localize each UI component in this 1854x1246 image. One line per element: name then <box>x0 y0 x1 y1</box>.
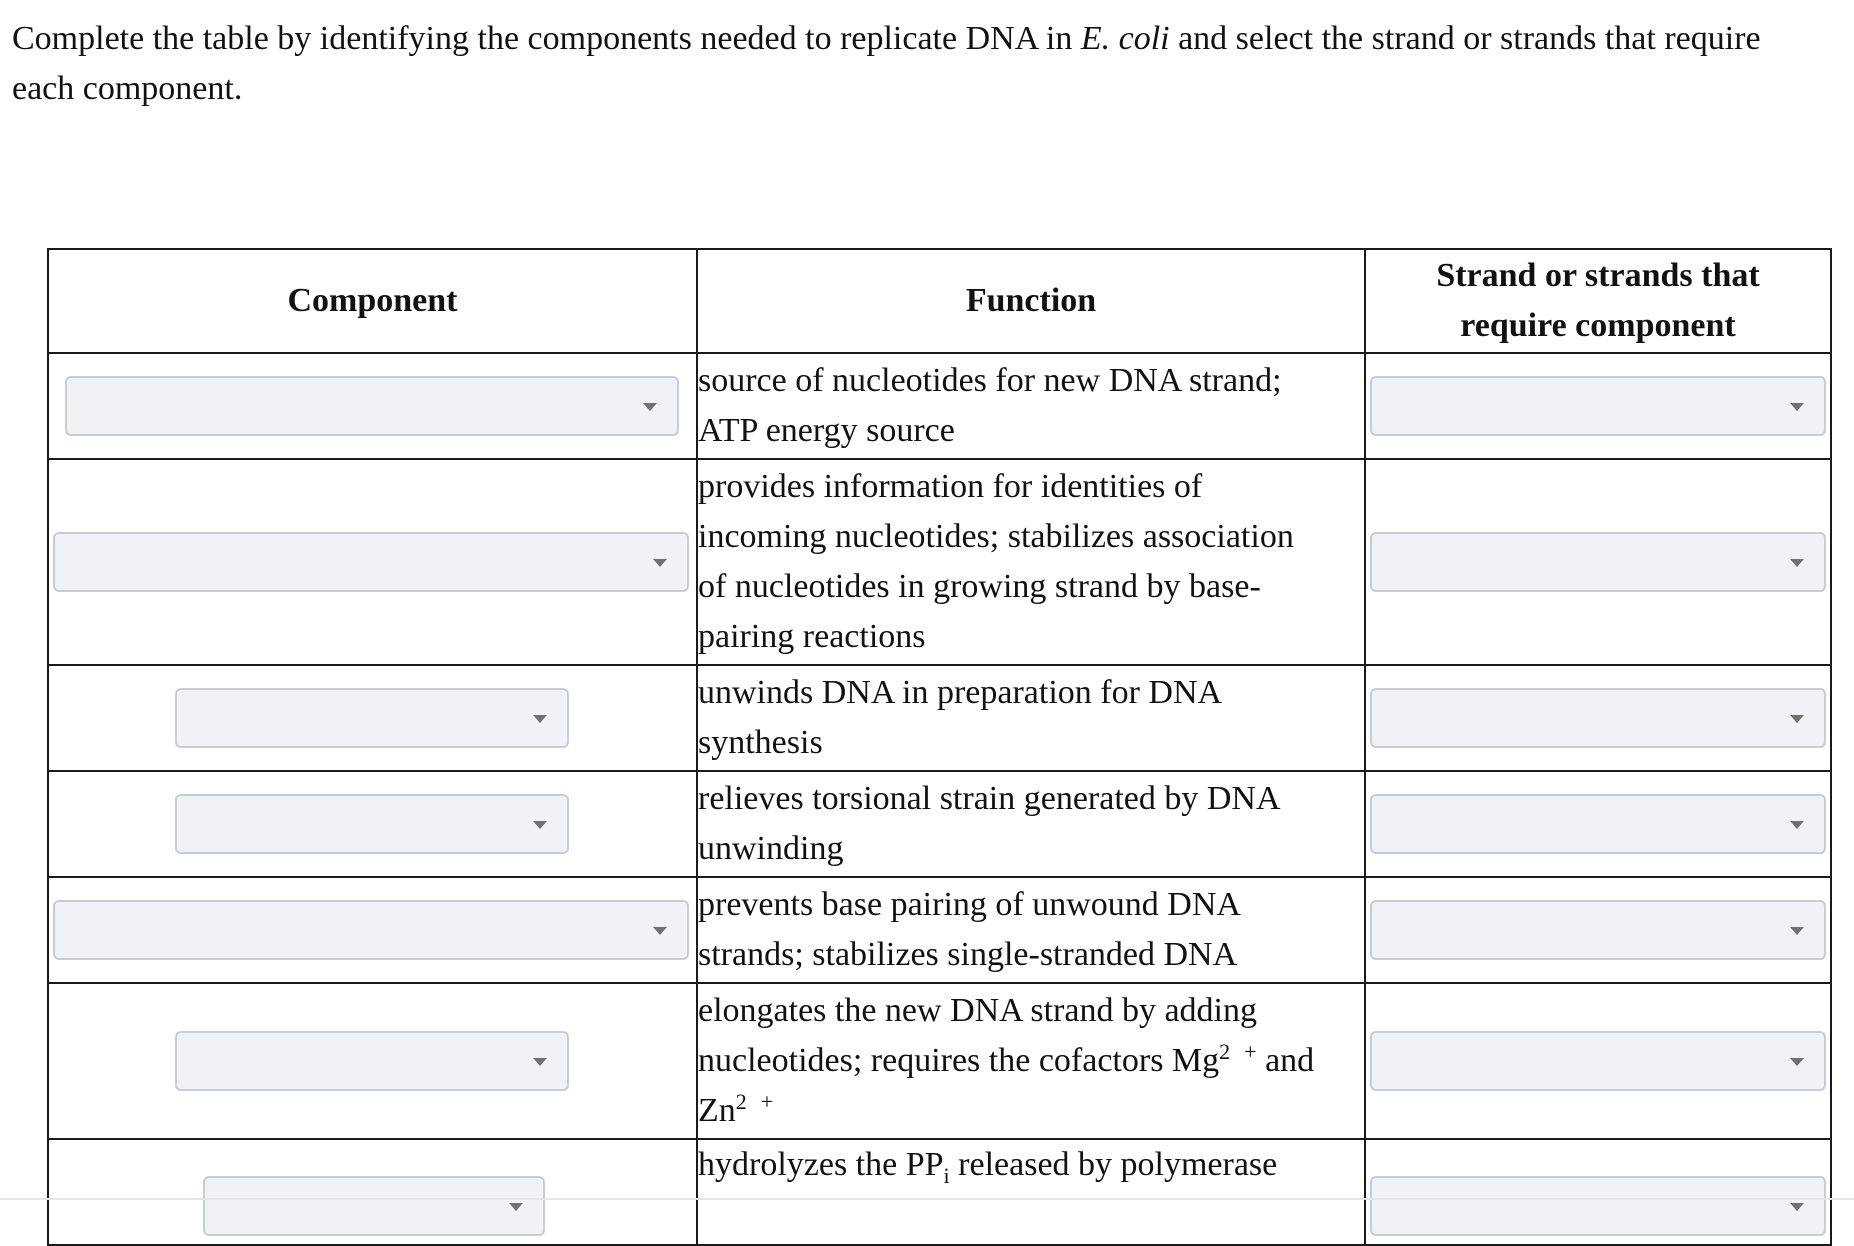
function-cell: source of nucleotides for new DNA strand; ATP energy source <box>697 353 1365 459</box>
strand-select[interactable] <box>1370 688 1826 748</box>
component-cell <box>48 459 697 665</box>
chevron-down-icon <box>1790 403 1804 411</box>
table-row <box>48 459 1831 665</box>
component-select[interactable] <box>203 1176 545 1236</box>
strand-cell <box>1365 771 1831 877</box>
strand-cell <box>1365 665 1831 771</box>
instructions-line-2: each component. <box>12 70 243 107</box>
chevron-down-icon <box>1790 559 1804 567</box>
strand-cell <box>1365 983 1831 1139</box>
function-cell: provides information for identities of incoming nucleotides; stabilizes association of nucleotides in growing strand by base- pairing reactions <box>697 459 1365 665</box>
chevron-down-icon <box>1790 927 1804 935</box>
chevron-down-icon <box>643 403 657 411</box>
component-cell <box>48 1139 697 1245</box>
strand-select[interactable] <box>1370 1176 1826 1236</box>
chevron-down-icon <box>1790 1203 1804 1211</box>
component-select[interactable] <box>53 532 689 592</box>
strand-select[interactable] <box>1370 532 1826 592</box>
instructions-line-1: Complete the table by identifying the components needed to replicate DNA in E. coli and select the strand or strands that require <box>12 20 1761 57</box>
function-cell: unwinds DNA in preparation for DNA synthesis <box>697 665 1365 771</box>
chevron-down-icon <box>533 821 547 829</box>
component-select[interactable] <box>175 1031 569 1091</box>
header-component: Component <box>48 249 697 353</box>
function-cell: elongates the new DNA strand by adding nucleotides; requires the cofactors $Mg^{2 +}$ and $Zn^{2 +}$ <box>697 983 1365 1139</box>
strand-select[interactable] <box>1370 794 1826 854</box>
function-cell: relieves torsional strain generated by DNA unwinding <box>697 771 1365 877</box>
table-row <box>48 353 1831 459</box>
subscript: i <box>943 1162 950 1188</box>
table-header-row <box>48 249 1831 353</box>
table-row <box>48 665 1831 771</box>
component-cell <box>48 771 697 877</box>
table-row <box>48 877 1831 983</box>
strand-cell <box>1365 459 1831 665</box>
chevron-down-icon <box>1790 821 1804 829</box>
chevron-down-icon <box>1790 715 1804 723</box>
strand-cell <box>1365 353 1831 459</box>
component-cell <box>48 353 697 459</box>
strand-cell <box>1365 877 1831 983</box>
chevron-down-icon <box>533 715 547 723</box>
header-function: Function <box>697 249 1365 353</box>
chevron-down-icon <box>533 1058 547 1066</box>
component-cell <box>48 877 697 983</box>
chevron-down-icon <box>1790 1058 1804 1066</box>
replication-components-table <box>47 248 1832 1246</box>
component-select[interactable] <box>175 794 569 854</box>
instructions <box>12 14 1854 114</box>
component-cell <box>48 983 697 1139</box>
strand-select[interactable] <box>1370 900 1826 960</box>
table-row <box>48 983 1831 1139</box>
superscript: 2 + <box>735 1088 774 1114</box>
strand-select[interactable] <box>1370 1031 1826 1091</box>
table-row <box>48 1139 1831 1245</box>
component-select[interactable] <box>175 688 569 748</box>
component-select[interactable] <box>65 376 679 436</box>
chevron-down-icon <box>653 559 667 567</box>
strand-cell <box>1365 1139 1831 1245</box>
component-cell <box>48 665 697 771</box>
function-cell: prevents base pairing of unwound DNA strands; stabilizes single-stranded DNA <box>697 877 1365 983</box>
superscript: 2 + <box>1219 1038 1257 1064</box>
table-row <box>48 771 1831 877</box>
strand-select[interactable] <box>1370 376 1826 436</box>
organism-name: E. coli <box>1080 20 1170 57</box>
header-strand: Strand or strands that require component <box>1365 249 1831 353</box>
chevron-down-icon <box>653 927 667 935</box>
component-select[interactable] <box>53 900 689 960</box>
function-cell: hydrolyzes the $PP_i$ released by polymerase <box>697 1139 1365 1245</box>
chevron-down-icon <box>509 1203 523 1211</box>
